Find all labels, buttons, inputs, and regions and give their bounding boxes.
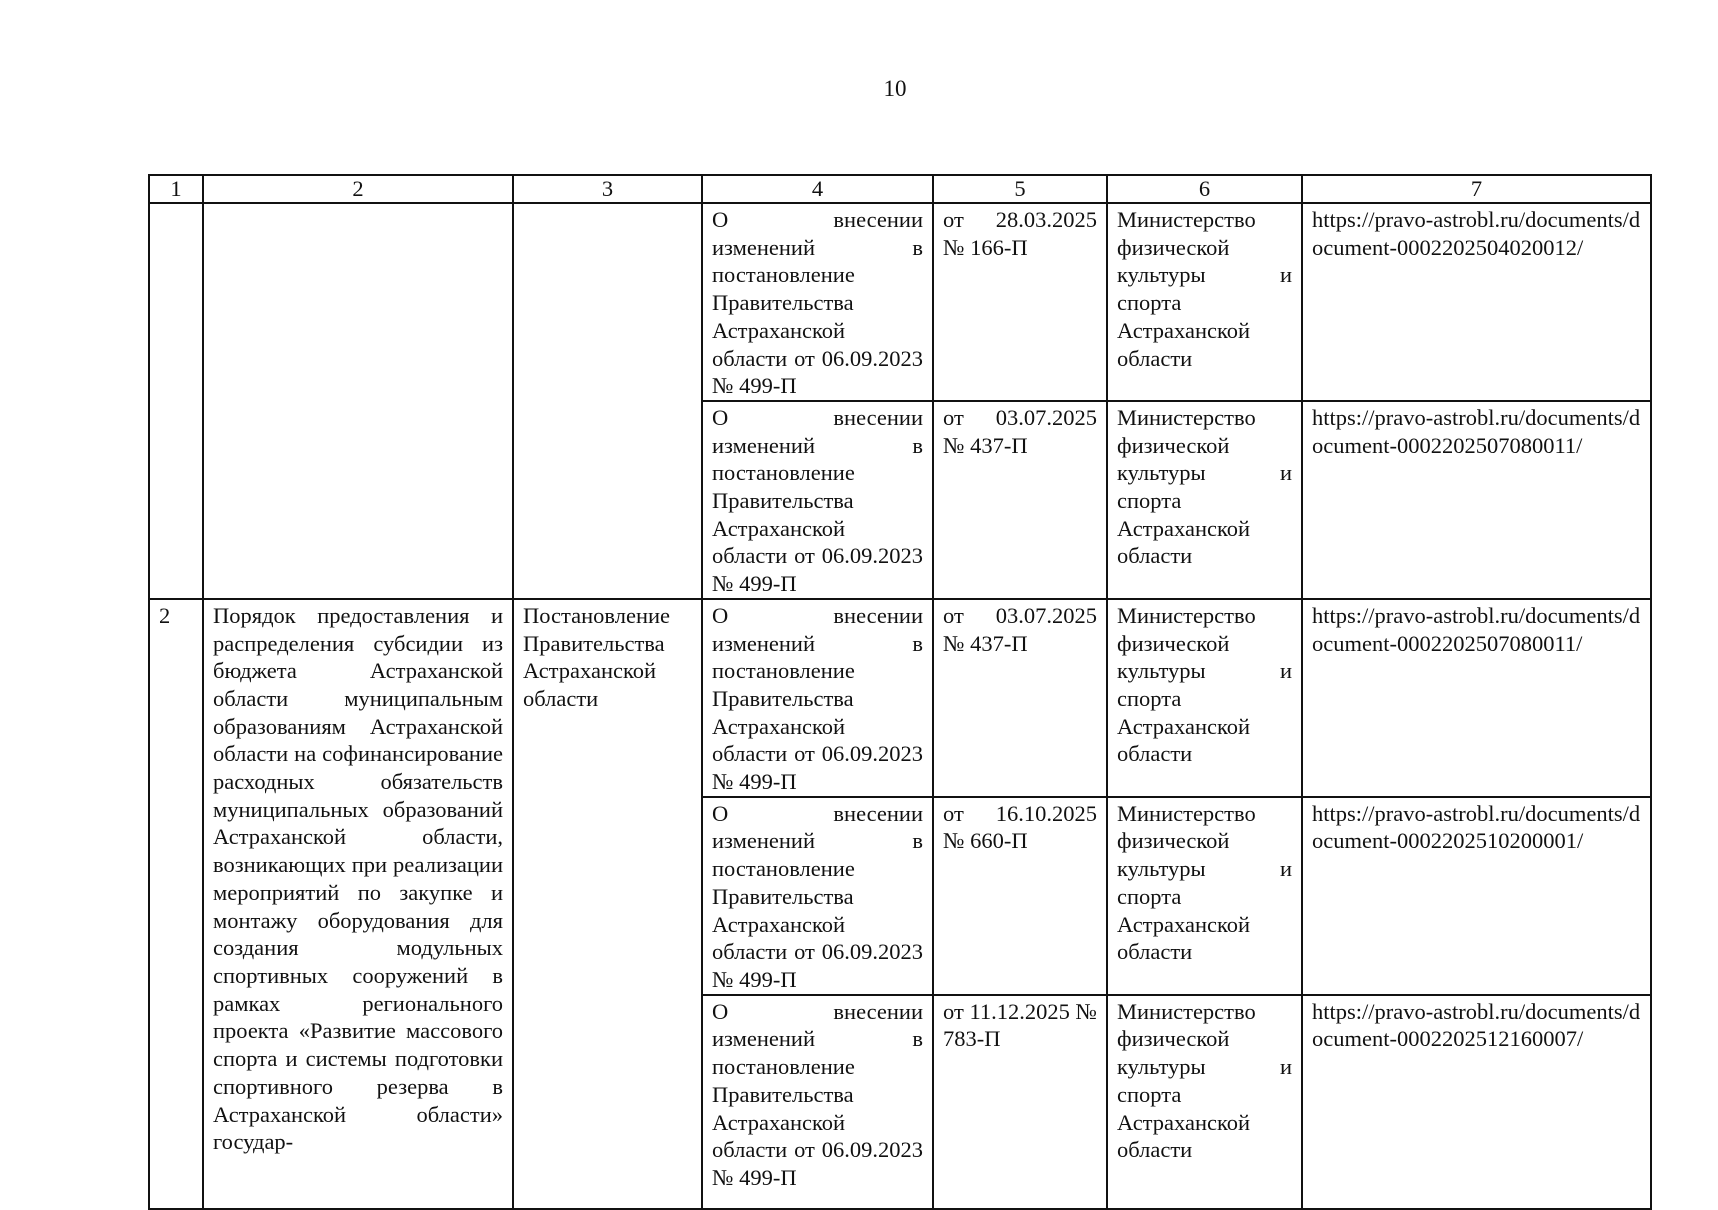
column-header: 1 — [149, 175, 203, 203]
entry-number-cell — [149, 203, 203, 599]
column-header: 2 — [203, 175, 513, 203]
act-date-number: от 03.07.2025 № 437-П — [933, 599, 1107, 797]
act-title: О внесении изменений в постановление Правительства Астраханской области от 06.09.2023 № 499-П — [702, 599, 933, 797]
entry-number: 2 — [149, 599, 203, 1209]
page-number: 10 — [883, 76, 907, 101]
table-row — [149, 203, 1651, 401]
publication-link[interactable]: https://pravo-astrobl.ru/documents/document-0002202510200001/ — [1302, 797, 1651, 995]
responsible-authority: Министерство физической культуры и спорта Астраханской области — [1107, 599, 1302, 797]
act-date-number: от 03.07.2025 № 437-П — [933, 401, 1107, 599]
column-header: 7 — [1302, 175, 1651, 203]
table-row — [149, 599, 1651, 797]
responsible-authority: Министерство физической культуры и спорта Астраханской области — [1107, 401, 1302, 599]
act-title: О внесении изменений в постановление Правительства Астраханской области от 06.09.2023 № 499-П — [702, 995, 933, 1209]
column-header: 4 — [702, 175, 933, 203]
header-row — [149, 175, 1651, 203]
entry-description: Порядок предоставления и распределения субсидии из бюджета Астраханской области муниципальным образованиям Астраханской области на софинансирование расходных обязательств муниципальных образований Астраханской области, возникающих при реализации мероприятий по закупке и монтажу оборудования для создания модульных спортивных сооружений в рамках регионального проекта «Развитие массового спорта и системы подготовки спортивного резерва в Астраханской области» государ- — [203, 599, 513, 1209]
responsible-authority: Министерство физической культуры и спорта Астраханской области — [1107, 203, 1302, 401]
act-title: О внесении изменений в постановление Правительства Астраханской области от 06.09.2023 № 499-П — [702, 797, 933, 995]
entry-description-cell — [203, 203, 513, 599]
column-header: 6 — [1107, 175, 1302, 203]
publication-link[interactable]: https://pravo-astrobl.ru/documents/document-0002202507080011/ — [1302, 599, 1651, 797]
act-date-number: от 16.10.2025 № 660-П — [933, 797, 1107, 995]
registry-table — [148, 174, 1652, 1210]
entry-doc-type-cell — [513, 203, 702, 599]
publication-link[interactable]: https://pravo-astrobl.ru/documents/document-0002202512160007/ — [1302, 995, 1651, 1209]
act-date-number: от 11.12.2025 № 783-П — [933, 995, 1107, 1209]
act-date-number: от 28.03.2025 № 166-П — [933, 203, 1107, 401]
act-title: О внесении изменений в постановление Правительства Астраханской области от 06.09.2023 № 499-П — [702, 203, 933, 401]
responsible-authority: Министерство физической культуры и спорта Астраханской области — [1107, 995, 1302, 1209]
entry-doc-type: Постановление Правительства Астраханской области — [513, 599, 702, 1209]
act-title: О внесении изменений в постановление Правительства Астраханской области от 06.09.2023 № 499-П — [702, 401, 933, 599]
publication-link[interactable]: https://pravo-astrobl.ru/documents/document-0002202507080011/ — [1302, 401, 1651, 599]
publication-link[interactable]: https://pravo-astrobl.ru/documents/document-0002202504020012/ — [1302, 203, 1651, 401]
column-header: 5 — [933, 175, 1107, 203]
responsible-authority: Министерство физической культуры и спорта Астраханской области — [1107, 797, 1302, 995]
column-header: 3 — [513, 175, 702, 203]
